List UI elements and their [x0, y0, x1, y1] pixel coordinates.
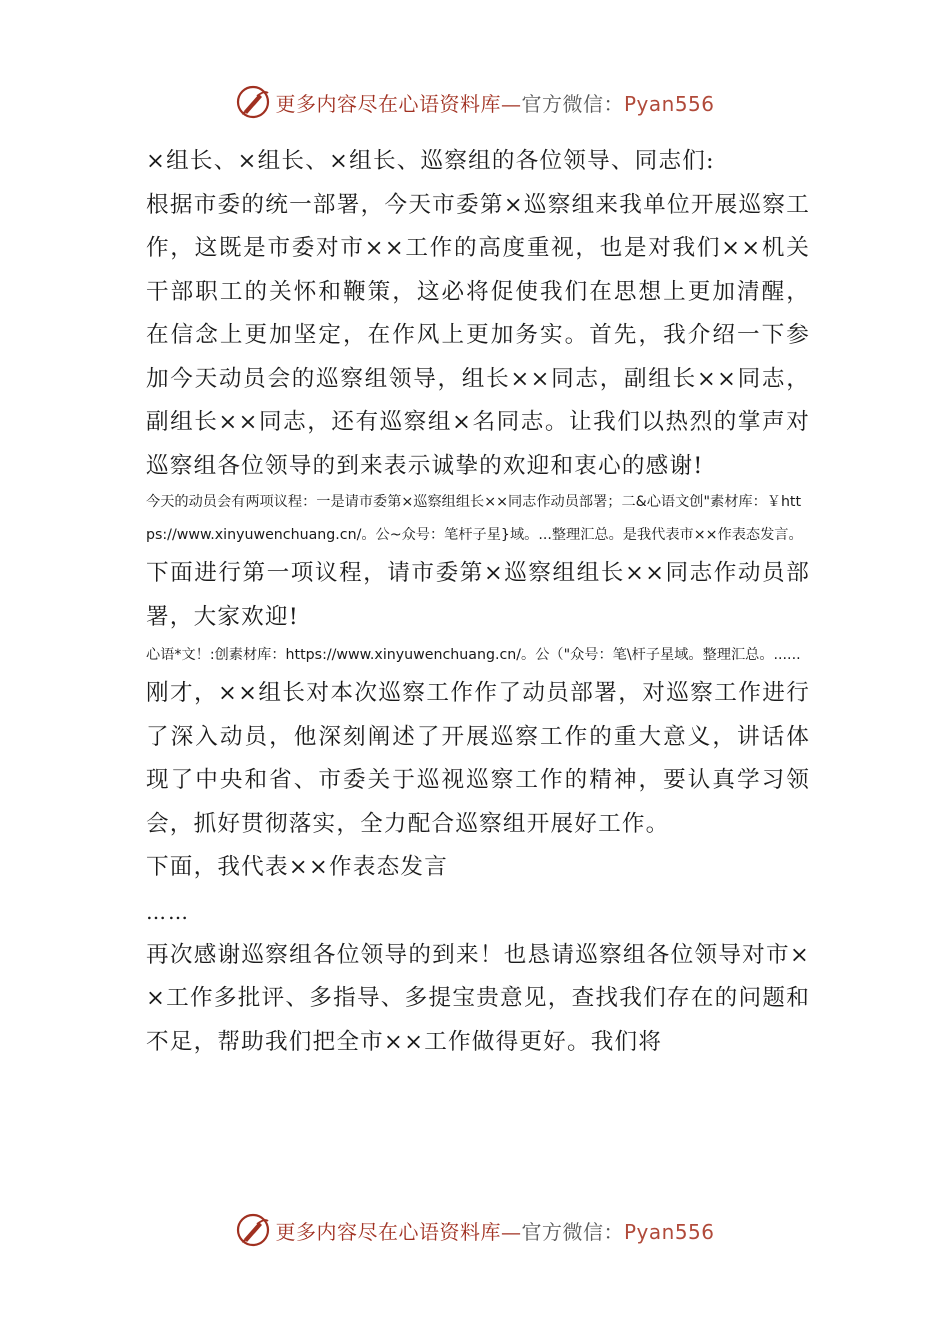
document-body	[146, 140, 810, 1064]
paragraph-closing: 再次感谢巡察组各位领导的到来！也恳请巡察组各位领导对市××工作多批评、多指导、多提宝贵意见，查找我们存在的问题和不足，帮助我们把全市××工作做得更好。我们将	[146, 941, 810, 1055]
pen-logo-icon	[235, 84, 271, 120]
footer-banner-text	[275, 1216, 714, 1245]
paragraph-first-agenda: 下面进行第一项议程，请市委第×巡察组组长××同志作动员部署，大家欢迎!	[146, 560, 810, 630]
footer-banner-wechat-label: 官方微信：	[521, 1219, 624, 1244]
paragraph-response: 刚才，××组长对本次巡察工作作了动员部署，对巡察工作进行了深入动员，他深刻阐述了开展巡察工作的重大意义，讲话体现了中央和省、市委关于巡视巡察工作的精神，要认真学习领会，抓好贯彻落实，全力配合巡察组开展好工作。	[146, 680, 810, 837]
footer-banner-wechat-id: Pyan556	[623, 1219, 715, 1244]
header-watermark-banner	[0, 80, 950, 124]
ellipsis: ……	[146, 899, 190, 924]
pen-logo-icon	[235, 1212, 271, 1248]
header-banner-wechat-id: Pyan556	[623, 91, 715, 116]
watermark-note-agenda: 今天的动员会有两项议程：一是请市委第×巡察组组长××同志作动员部署；二&心语文创"素材库：￥https://www.xinyuwenchuang.cn/。公~众号：笔杆子星}域。...整理汇总。是我代表市××作表态发言。	[146, 494, 803, 543]
header-banner-wechat-label: 官方微信：	[521, 91, 624, 116]
footer-watermark-banner	[0, 1208, 950, 1252]
header-banner-text	[275, 88, 714, 117]
salutation: ×组长、×组长、×组长、巡察组的各位领导、同志们:	[146, 148, 715, 174]
footer-banner-slogan: 更多内容尽在心语资料库—	[275, 1219, 522, 1244]
paragraph-statement-intro: 下面，我代表××作表态发言	[146, 854, 448, 880]
header-banner-slogan: 更多内容尽在心语资料库—	[275, 91, 522, 116]
watermark-note-source: 心语*文！:创素材库：https://www.xinyuwenchuang.cn/。公（"众号：笔\杆子星域。整理汇总。......	[146, 647, 801, 663]
paragraph-intro: 根据市委的统一部署，今天市委第×巡察组来我单位开展巡察工作，这既是市委对市××工作的高度重视，也是对我们××机关干部职工的关怀和鞭策，这必将促使我们在思想上更加清醒，在信念上更加坚定，在作风上更加务实。首先，我介绍一下参加今天动员会的巡察组领导，组长××同志，副组长××同志，副组长××同志，还有巡察组×名同志。让我们以热烈的掌声对巡察组各位领导的到来表示诚挚的欢迎和衷心的感谢!	[146, 191, 810, 479]
